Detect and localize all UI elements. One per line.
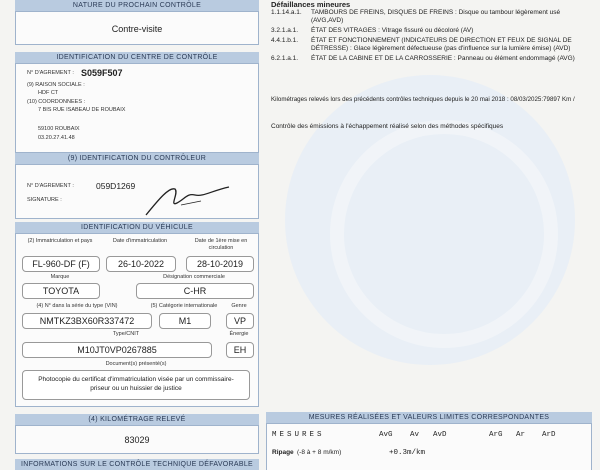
defaillance-text: TAMBOURS DE FREINS, DISQUES DE FREINS : Disque ou tambour légèrement usé (AVG,AVD) <box>311 9 561 24</box>
centre-city: 59100 ROUBAIX <box>38 126 80 132</box>
col-avg: AvG <box>379 431 393 439</box>
genre-label: Genre <box>231 303 247 309</box>
vin-value: NMTKZ3BX60R337472 <box>22 313 152 329</box>
vehicule-header: IDENTIFICATION DU VÉHICULE <box>15 222 259 233</box>
date-circ-value: 28-10-2019 <box>186 256 254 272</box>
raison-value: HDF CT <box>38 90 59 96</box>
marque-label: Marque <box>50 274 70 280</box>
defaillance-text: ÉTAT DES VITRAGES : Vitrage fissuré ou décoloré (AV) <box>311 27 474 34</box>
defaillance-item <box>271 9 586 25</box>
immat-value: FL-960-DF (F) <box>22 256 100 272</box>
measures-header: MESURES RÉALISÉES ET VALEURS LIMITES CORRESPONDANTES <box>266 412 592 423</box>
date-immat-label: Date d'immatriculation <box>112 238 168 244</box>
emission-note: Contrôle des émissions à l'échappement réalisé selon des méthodes spécifiques <box>271 123 504 130</box>
col-arg: ArG <box>489 431 503 439</box>
designation-label: Désignation commerciale <box>163 274 225 280</box>
vehicule-box <box>15 233 259 407</box>
raison-label: (9) RAISON SOCIALE : <box>27 82 85 88</box>
measures-box <box>266 423 592 470</box>
defaillance-code: 4.4.1.b.1. <box>271 37 299 44</box>
col-avd: AvD <box>433 431 447 439</box>
defaillance-item <box>271 37 586 53</box>
defaillance-code: 3.2.1.a.1. <box>271 27 299 34</box>
nature-value: Contre-visite <box>111 24 163 34</box>
energie-value: EH <box>226 342 254 358</box>
marque-value: TOYOTA <box>22 283 100 299</box>
centre-agrement-label: N° D'AGREMENT : <box>27 70 74 76</box>
docs-value: Photocopie du certificat d'immatriculation visée par un commissaire-priseur ou un huissier de justice <box>22 370 250 400</box>
defaillances-title: Défaillances mineures <box>271 0 351 9</box>
signature-mark <box>141 179 236 219</box>
ripage-value: +0.3m/km <box>389 449 426 457</box>
km-header: (4) KILOMÉTRAGE RELEVÉ <box>15 414 259 425</box>
nature-header: NATURE DU PROCHAIN CONTRÔLE <box>15 0 259 11</box>
coord-label: (10) COORDONNEES : <box>27 99 86 105</box>
controleur-agrement-value: 059D1269 <box>96 181 136 191</box>
col-ard: ArD <box>542 431 556 439</box>
centre-agrement-value: S059F507 <box>81 68 123 78</box>
col-ar: Ar <box>516 431 526 439</box>
ripage-range: (-8 à + 8 m/km) <box>297 449 342 456</box>
controleur-header: (9) IDENTIFICATION DU CONTRÔLEUR <box>15 153 259 164</box>
controleur-agrement-label: N° D'AGREMENT : <box>27 183 74 189</box>
type-value: M10JT0VP0267885 <box>22 342 212 358</box>
genre-value: VP <box>226 313 254 329</box>
centre-phone: 03.20.27.41.48 <box>38 135 75 141</box>
categorie-value: M1 <box>159 313 211 329</box>
vin-label: (4) N° dans la série du type (VIN) <box>36 303 118 309</box>
defaillance-item <box>271 27 586 35</box>
energie-label: Énergie <box>229 331 249 337</box>
defaillance-code: 1.1.14.a.1. <box>271 9 302 16</box>
type-label: Type/CNIT <box>112 331 140 337</box>
designation-value: C-HR <box>136 283 254 299</box>
ripage-label: Ripage <box>272 449 294 456</box>
defaillances-list <box>271 9 586 65</box>
date-immat-value: 26-10-2022 <box>106 256 176 272</box>
docs-label: Document(s) présenté(s) <box>105 361 167 367</box>
defaillance-item <box>271 55 586 63</box>
km-value: 83029 <box>124 435 150 445</box>
immat-label: (2) Immatriculation et pays <box>27 238 93 244</box>
nature-box <box>15 11 259 45</box>
km-box <box>15 425 259 454</box>
measures-title: MESURES <box>272 431 325 439</box>
defaillance-text: ÉTAT DE LA CABINE ET DE LA CARROSSERIE : Panneau ou élément endommagé (AVG) <box>311 55 575 62</box>
centre-box <box>15 63 259 153</box>
km-note: Kilométrages relevés lors des précédents contrôles techniques depuis le 20 mai 2018 : 08/03/2025:79897 Km / <box>271 96 575 103</box>
col-av: Av <box>410 431 420 439</box>
signature-label: SIGNATURE : <box>27 197 62 203</box>
controleur-box <box>15 164 259 219</box>
centre-address: 7 BIS RUE ISABEAU DE ROUBAIX <box>38 107 126 113</box>
categorie-label: (5) Catégorie internationale <box>150 303 218 309</box>
centre-header: IDENTIFICATION DU CENTRE DE CONTRÔLE <box>15 52 259 63</box>
date-circ-label: Date de 1ère mise en circulation <box>194 238 248 251</box>
defavorable-header: INFORMATIONS SUR LE CONTRÔLE TECHNIQUE DÉFAVORABLE <box>15 459 259 470</box>
defaillance-text: ÉTAT ET FONCTIONNEMENT (INDICATEURS DE DIRECTION ET FEUX DE SIGNAL DE DÉTRESSE) : Glace légèrement défectueuse (pas d'influence sur la lumière émise) (AVD) <box>311 37 572 52</box>
defaillance-code: 6.2.1.a.1. <box>271 55 299 62</box>
watermark-ring <box>330 120 558 348</box>
